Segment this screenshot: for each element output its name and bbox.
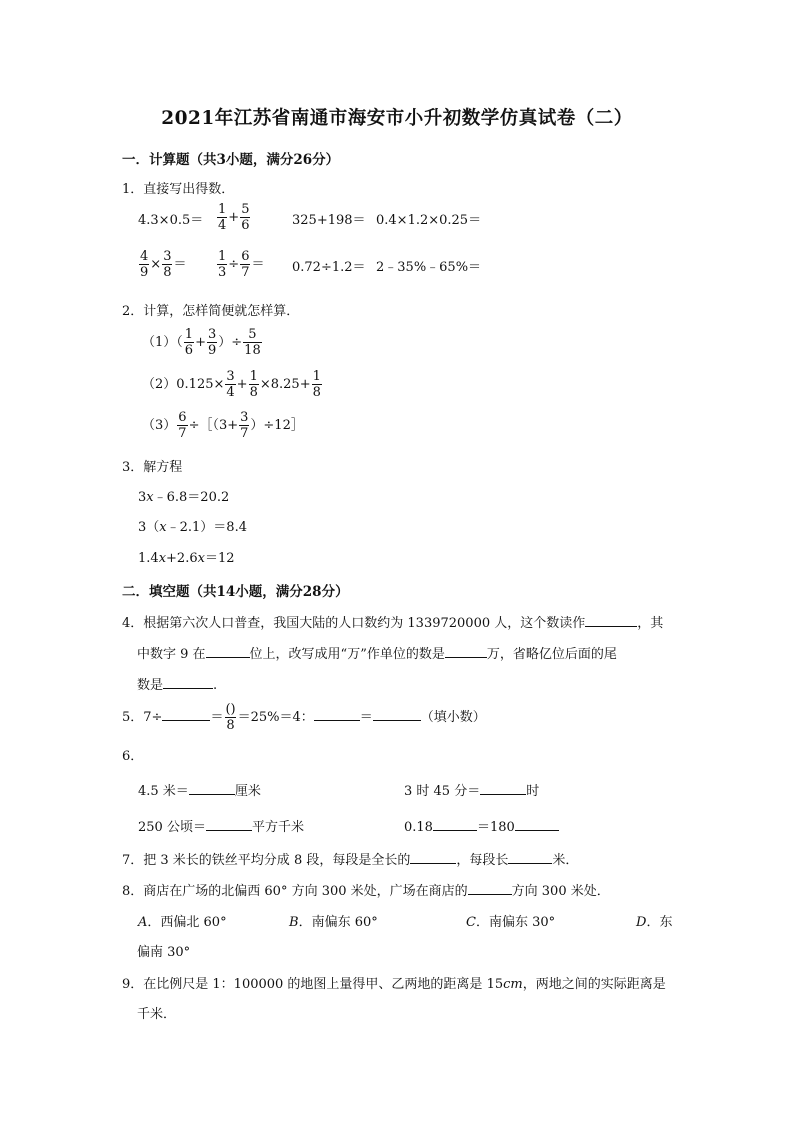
fraction: $\frac{3}{8}$ (163, 249, 172, 280)
answer-blank[interactable] (314, 706, 360, 721)
answer-blank[interactable] (162, 706, 210, 721)
q1-item-c: 325+198＝ (292, 213, 366, 228)
answer-blank[interactable] (206, 643, 250, 658)
fraction: $\frac{5}{6}$ (241, 202, 250, 233)
answer-blank[interactable] (468, 880, 512, 895)
q1-item-b: $\frac{1}{4}$ + $\frac{5}{6}$ (218, 202, 250, 233)
q8-option-c[interactable]: C．南偏东 30° (466, 915, 556, 930)
q2-part-3: （3） $\frac{6}{7}$ ÷［（3+ $\frac{3}{7}$ ）÷12］ (142, 410, 304, 441)
q1-item-h: 2﹣35%﹣65%＝ (376, 260, 482, 275)
fraction: $\frac{3}{4}$ (226, 369, 235, 400)
answer-blank[interactable] (373, 706, 421, 721)
q8-stem: 8．商店在广场的北偏西 60° 方向 300 米处，广场在商店的 方向 300 米处． (122, 880, 610, 899)
q9-line-1: 9．在比例尺是 1：100000 的地图上量得甲、乙两地的距离是 15cm，两地之间的实际距离是 (122, 977, 666, 992)
answer-blank[interactable] (163, 674, 213, 689)
q8-option-d[interactable]: D．东 (636, 915, 673, 930)
q1-item-d: 0.4×1.2×0.25＝ (376, 213, 482, 228)
q6-item-c: 250 公顷＝ 平方千米 (138, 816, 304, 835)
fraction: $\frac{3}{9}$ (207, 327, 217, 358)
fraction: $\frac{6}{7}$ (241, 249, 250, 280)
q3-equation-1: 3x﹣6.8＝20.2 (138, 490, 230, 505)
fraction: $\frac{1}{8}$ (312, 369, 321, 400)
page-title: 2021年江苏省南通市海安市小升初数学仿真试卷（二） (161, 108, 633, 129)
answer-blank[interactable] (585, 612, 637, 627)
fraction: $\frac{1}{6}$ (184, 327, 194, 358)
q1-item-g: 0.72÷1.2＝ (292, 260, 366, 275)
q7-line: 7．把 3 米长的铁丝平均分成 8 段，每段是全长的 ，每段长 米． (122, 849, 578, 868)
q6-item-b: 3 时 45 分＝ 时 (404, 780, 539, 799)
q1-item-e: $\frac{4}{9}$ × $\frac{3}{8}$ ＝ (140, 249, 187, 280)
fraction: $\frac{()}{8}$ (225, 702, 236, 733)
fraction: $\frac{1}{3}$ (218, 249, 227, 280)
q1-item-f: $\frac{1}{3}$ ÷ $\frac{6}{7}$ ＝ (218, 249, 265, 280)
q4-line-2: 中数字 9 在 位上，改写成用“万”作单位的数是 万，省略亿位后面的尾 (137, 643, 617, 662)
q4-line-1: 4．根据第六次人口普查，我国大陆的人口数约为 1339720000 人，这个数读作 ，其 (122, 612, 663, 631)
q8-option-b[interactable]: B．南偏东 60° (289, 915, 378, 930)
answer-blank[interactable] (480, 780, 526, 795)
q8-option-d-continuation: 偏南 30° (137, 945, 191, 960)
answer-blank[interactable] (410, 849, 456, 864)
q3-equation-2: 3（x﹣2.1）＝8.4 (138, 520, 247, 535)
answer-blank[interactable] (515, 816, 559, 831)
q1-item-a: 4.3×0.5＝ (138, 213, 204, 228)
answer-blank[interactable] (433, 816, 477, 831)
fraction: $\frac{1}{8}$ (249, 369, 258, 400)
question-2-label: 2．计算，怎样简便就怎样算． (122, 304, 300, 319)
q6-item-a: 4.5 米＝ 厘米 (138, 780, 261, 799)
question-3-label: 3．解方程 (122, 460, 183, 475)
answer-blank[interactable] (206, 816, 252, 831)
q6-item-d: 0.18 ＝180 (404, 816, 559, 835)
q2-part-2: （2）0.125× $\frac{3}{4}$ + $\frac{1}{8}$ ×8.25+ $\frac{1}{8}$ (142, 369, 321, 400)
fraction: $\frac{1}{4}$ (218, 202, 227, 233)
answer-blank[interactable] (508, 849, 552, 864)
fraction: $\frac{3}{7}$ (240, 410, 249, 441)
fraction: $\frac{5}{18}$ (244, 327, 261, 358)
answer-blank[interactable] (445, 643, 487, 658)
question-1-label: 1．直接写出得数． (122, 182, 235, 197)
q3-equation-3: 1.4x+2.6x＝12 (138, 551, 235, 566)
section-1-heading: 一．计算题（共3小题，满分26分） (122, 152, 340, 168)
q5-line: 5．7÷ ＝ $\frac{()}{8}$ ＝25%＝4： ＝ （填小数） (122, 702, 486, 733)
q9-line-2: 千米． (137, 1007, 177, 1022)
q8-option-a[interactable]: A．西偏北 60° (138, 915, 227, 930)
answer-blank[interactable] (189, 780, 235, 795)
section-2-heading: 二．填空题（共14小题，满分28分） (122, 584, 349, 600)
question-6-label: 6． (122, 749, 144, 764)
q2-part-1: （1）（ $\frac{1}{6}$ + $\frac{3}{9}$ ）÷ $\frac{5}{18}$ (142, 327, 261, 358)
fraction: $\frac{6}{7}$ (178, 410, 187, 441)
fraction: $\frac{4}{9}$ (140, 249, 149, 280)
q4-line-3: 数是 . (137, 674, 217, 693)
